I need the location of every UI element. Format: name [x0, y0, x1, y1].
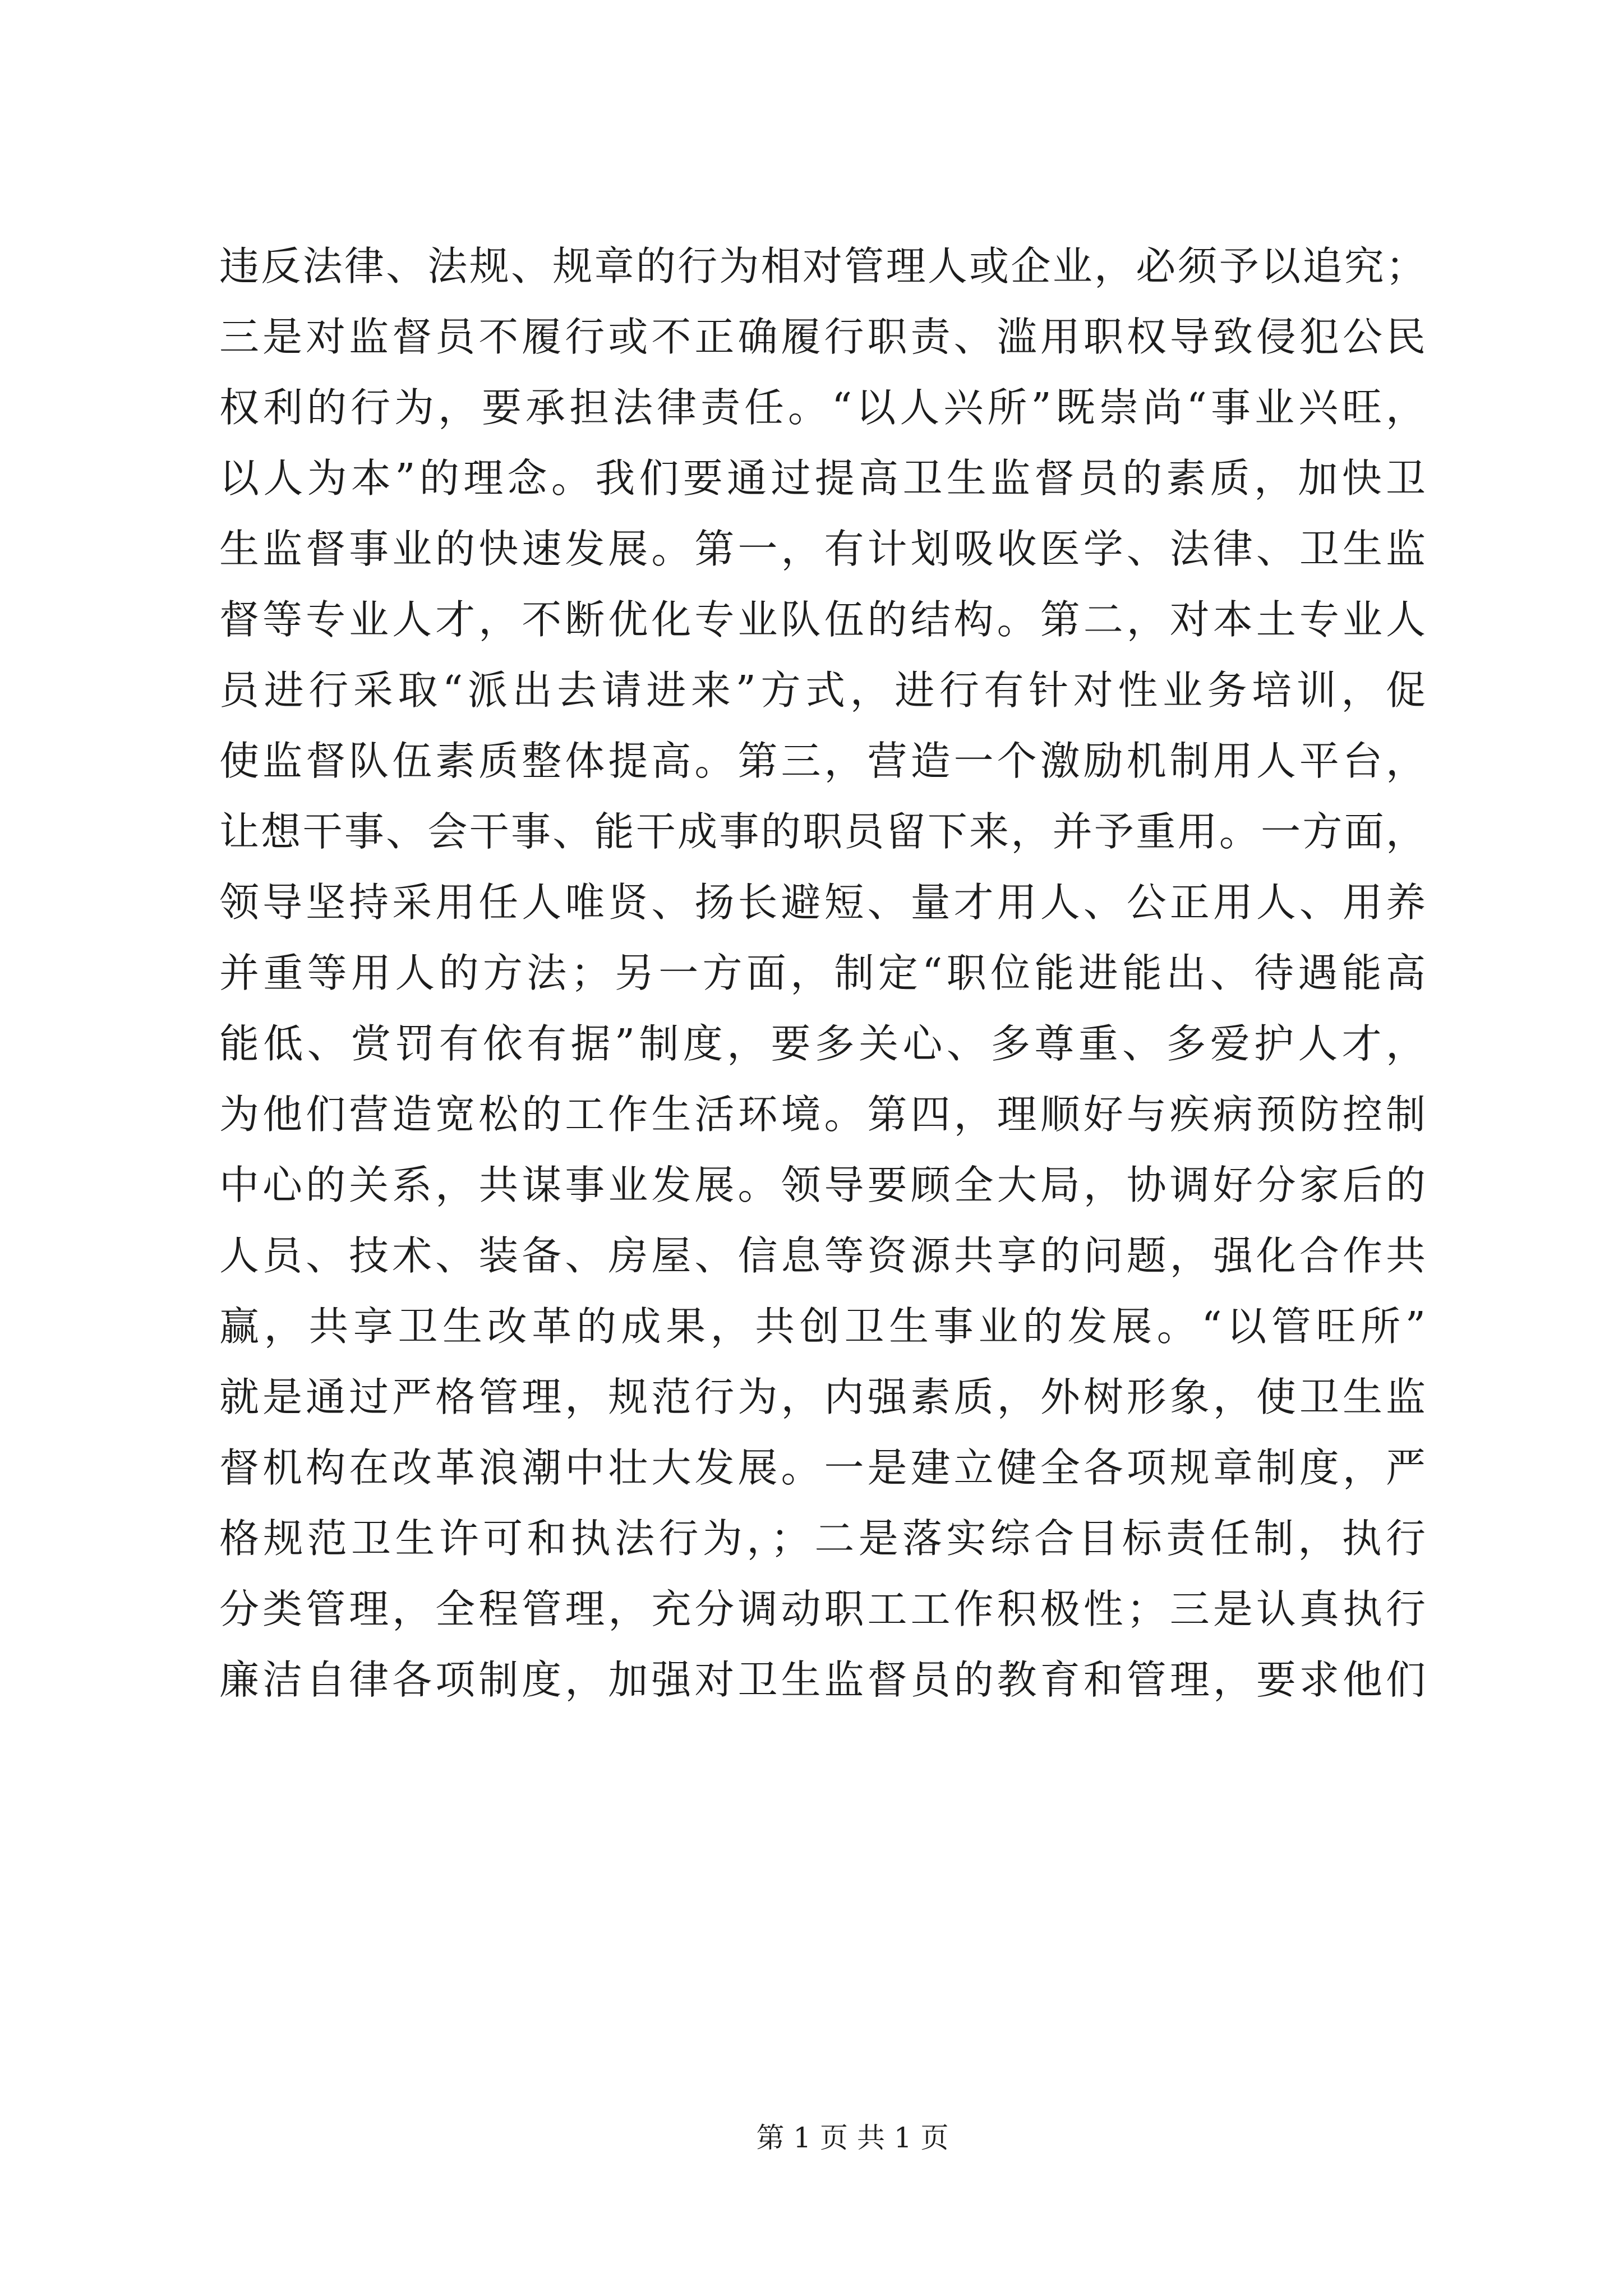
- body-text-line: 员进行采取“派出去请进来”方式，进行有针对性业务培训，促: [219, 667, 1426, 714]
- body-text-line: 领导坚持采用任人唯贤、扬长避短、量才用人、公正用人、用养: [219, 879, 1426, 926]
- page-number-footer: 第 1 页 共 1 页: [756, 2122, 949, 2154]
- body-text-line: 中心的关系，共谋事业发展。领导要顾全大局，协调好分家后的: [219, 1162, 1426, 1208]
- body-text-line: 督机构在改革浪潮中壮大发展。一是建立健全各项规章制度，严: [219, 1444, 1426, 1491]
- body-text-line: 就是通过严格管理，规范行为，内强素质，外树形象，使卫生监: [219, 1374, 1426, 1420]
- body-text-line: 人员、技术、装备、房屋、信息等资源共享的问题，强化合作共: [219, 1232, 1426, 1279]
- body-text-line: 使监督队伍素质整体提高。第三，营造一个激励机制用人平台，: [219, 738, 1426, 784]
- body-text-line: 权利的行为，要承担法律责任。“以人兴所”既崇尚“事业兴旺，: [219, 384, 1426, 431]
- body-text-line: 生监督事业的快速发展。第一，有计划吸收医学、法律、卫生监: [219, 526, 1426, 572]
- body-text: [219, 231, 1426, 1715]
- body-text-line: 赢，共享卫生改革的成果，共创卫生事业的发展。“以管旺所”: [219, 1303, 1426, 1350]
- body-text-line: 以人为本”的理念。我们要通过提高卫生监督员的素质，加快卫: [219, 455, 1426, 501]
- body-text-line: 让想干事、会干事、能干成事的职员留下来，并予重用。一方面，: [219, 808, 1426, 855]
- body-text-line: 违反法律、法规、规章的行为相对管理人或企业，必须予以追究；: [219, 243, 1426, 289]
- body-text-line: 格规范卫生许可和执法行为，；二是落实综合目标责任制，执行: [219, 1515, 1426, 1562]
- body-text-line: 分类管理，全程管理，充分调动职工工作积极性；三是认真执行: [219, 1586, 1426, 1632]
- body-text-line: 为他们营造宽松的工作生活环境。第四，理顺好与疾病预防控制: [219, 1091, 1426, 1138]
- body-text-line: 督等专业人才，不断优化专业队伍的结构。第二，对本土专业人: [219, 596, 1426, 643]
- body-text-line: 廉洁自律各项制度，加强对卫生监督员的教育和管理，要求他们: [219, 1657, 1426, 1703]
- body-text-line: 能低、赏罚有依有据”制度，要多关心、多尊重、多爱护人才，: [219, 1020, 1426, 1067]
- body-text-line: 并重等用人的方法；另一方面，制定“职位能进能出、待遇能高: [219, 950, 1426, 996]
- body-text-line: 三是对监督员不履行或不正确履行职责、滥用职权导致侵犯公民: [219, 314, 1426, 360]
